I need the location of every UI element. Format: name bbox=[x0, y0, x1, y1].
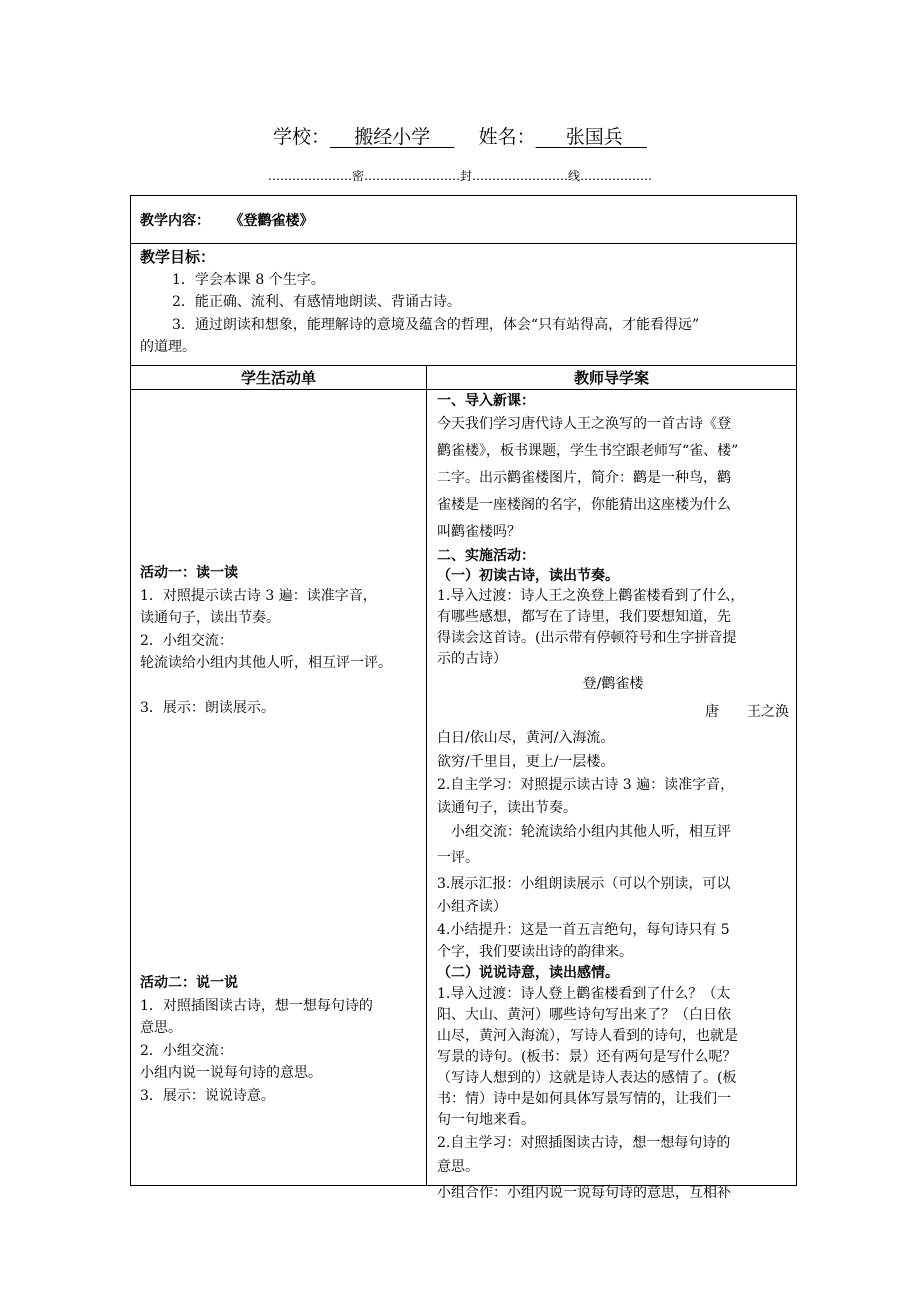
guide-line: 阳、大山、黄河）哪些诗句写出来了？（白日依 bbox=[437, 1007, 731, 1023]
guide-line: 二字。出示鹳雀楼图片，简介：鹳是一种鸟，鹳 bbox=[437, 470, 731, 486]
guide-line: 2.自主学习：对照插图读古诗，想一想每句诗的 bbox=[437, 1135, 731, 1151]
student-activity-2 bbox=[140, 972, 420, 1107]
guide-line: 3.展示汇报：小组朗读展示（可以个别读，可以 bbox=[437, 876, 731, 892]
guide-line: 个字，我们要读出诗的韵律来。 bbox=[437, 944, 633, 960]
guide-line: 一评。 bbox=[437, 850, 479, 866]
goal-continuation: 的道理。 bbox=[140, 339, 196, 355]
teaching-goals-row bbox=[131, 244, 796, 366]
guide-line: 1.导入过渡：诗人王之涣登上鹳雀楼看到了什么， bbox=[437, 588, 745, 604]
subsection-title: （二）说说诗意，读出感情。 bbox=[437, 965, 619, 981]
guide-line: （写诗人想到的）这就是诗人表达的感情了。(板 bbox=[437, 1070, 737, 1086]
guide-line: 示的古诗） bbox=[437, 651, 507, 667]
column-headers-row bbox=[131, 366, 796, 390]
activity-line: 1．对照提示读古诗 3 遍：读准字音， bbox=[140, 587, 377, 604]
column-divider bbox=[426, 366, 427, 1185]
teaching-content-label: 教学内容： bbox=[140, 213, 210, 229]
activity-line: 1．对照插图读古诗，想一想每句诗的 bbox=[140, 997, 373, 1014]
poem-title: 登/鹳雀楼 bbox=[582, 676, 644, 692]
student-activity-header: 学生活动单 bbox=[240, 369, 316, 387]
section-title: 一、导入新课： bbox=[437, 393, 535, 409]
guide-line: 雀楼是一座楼阁的名字，你能猜出这座楼为什么 bbox=[437, 497, 731, 513]
activity-line: 3．展示：说说诗意。 bbox=[140, 1087, 275, 1104]
teacher-guide bbox=[437, 391, 789, 1207]
guide-line: 叫鹳雀楼吗？ bbox=[437, 524, 521, 540]
section-title: 二、实施活动： bbox=[437, 548, 535, 564]
document-header bbox=[0, 124, 920, 150]
goal-item: 2．能正确、流利、有感情地朗读、背诵古诗。 bbox=[172, 294, 461, 310]
activity-line: 小组内说一说每句诗的意思。 bbox=[140, 1065, 322, 1081]
guide-line: 2.自主学习：对照提示读古诗 3 遍：读准字音， bbox=[437, 777, 735, 793]
school-name: 搬经小学 bbox=[354, 126, 431, 148]
person-name: 张国兵 bbox=[565, 126, 623, 148]
goal-item: 3．通过朗读和想象，能理解诗的意境及蕴含的哲理，体会“只有站得高，才能看得远” bbox=[172, 316, 700, 333]
guide-line: 有哪些感想，都写在了诗里，我们要想知道，先 bbox=[437, 609, 731, 625]
activity-title: 活动一：读一读 bbox=[140, 565, 238, 581]
guide-line: 小组齐读） bbox=[437, 899, 507, 915]
goal-item: 1．学会本课 8 个生字。 bbox=[172, 271, 325, 288]
guide-line: 4.小结提升：这是一首五言绝句，每句诗只有 5 bbox=[437, 922, 730, 938]
activity-line: 轮流读给小组内其他人听，相互评一评。 bbox=[140, 655, 392, 671]
activity-line: 3．展示：朗读展示。 bbox=[140, 699, 275, 716]
activity-line: 2．小组交流： bbox=[140, 1042, 233, 1059]
guide-line: 得读会这首诗。(出示带有停顿符号和生字拼音提 bbox=[437, 630, 737, 646]
name-label: 姓名： bbox=[478, 126, 536, 148]
goals-label: 教学目标： bbox=[140, 248, 216, 266]
activity-title: 活动二：说一说 bbox=[140, 975, 238, 991]
poem-line: 白日/依山尽，黄河/入海流。 bbox=[437, 730, 615, 746]
guide-line: 书：情）诗中是如何具体写景写情的，让我们一 bbox=[437, 1091, 731, 1107]
guide-line: 意思。 bbox=[437, 1159, 479, 1175]
guide-line: 鹳雀楼》，板书课题，学生书空跟老师写“雀、楼” bbox=[437, 443, 739, 459]
activity-line: 读通句子，读出节奏。 bbox=[140, 610, 280, 626]
guide-line: 今天我们学习唐代诗人王之涣写的一首古诗《登 bbox=[437, 416, 731, 432]
subsection-title: （一）初读古诗，读出节奏。 bbox=[437, 568, 619, 584]
guide-line: 山尽，黄河入海流），写诗人看到的诗句，也就是 bbox=[437, 1028, 738, 1044]
school-label: 学校： bbox=[273, 126, 331, 148]
poem-author: 唐 王之涣 bbox=[705, 704, 789, 720]
guide-line: 句一句地来看。 bbox=[437, 1112, 535, 1128]
teacher-guide-header: 教师导学案 bbox=[573, 369, 649, 387]
poem-line: 欲穷/千里目，更上/一层楼。 bbox=[437, 754, 615, 770]
guide-line: 1.导入过渡：诗人登上鹳雀楼看到了什么？（太 bbox=[437, 986, 731, 1002]
lesson-title: 《登鹳雀楼》 bbox=[229, 213, 314, 229]
guide-line: 小组合作：小组内说一说每句诗的意思，互相补 bbox=[437, 1185, 731, 1201]
teaching-content-row bbox=[131, 196, 796, 244]
activity-line: 2．小组交流： bbox=[140, 632, 233, 649]
student-activity-1 bbox=[140, 562, 420, 719]
guide-line: 读通句子，读出节奏。 bbox=[437, 799, 577, 816]
lesson-plan-table bbox=[130, 195, 797, 1201]
guide-line: 小组交流：轮流读给小组内其他人听，相互评 bbox=[437, 824, 731, 840]
activity-line: 意思。 bbox=[140, 1020, 182, 1036]
guide-line: 写景的诗句。(板书：景）还有两句是写什么呢？ bbox=[437, 1049, 737, 1065]
seal-line: …………………密……………………封……………………线……………… bbox=[267, 169, 652, 183]
